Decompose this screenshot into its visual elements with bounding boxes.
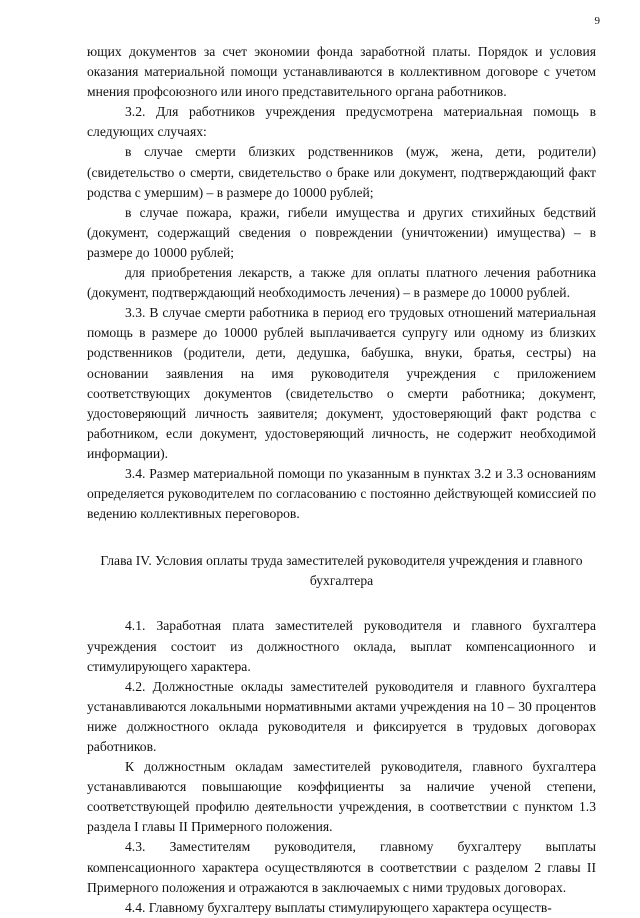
- paragraph-3-3: 3.3. В случае смерти работника в период его трудовых отношений материальная помощь в размере до 10000 рублей выплачивается супругу или одному из близких родственников (родители, дети, дедушка, бабушка, внуки, братья, сестры) на основании заявления на имя руководителя учреждения с приложением соответствующих документов (свидетельство о смерти работника; документ, удостоверяющий личность заявителя; документ, удостоверяющий факт родства с работником, если документ, удостоверяющий личность, не содержит необходимой информации).: [87, 305, 596, 461]
- paragraph-continuation: ющих документов за счет экономии фонда заработной платы. Порядок и условия оказания материальной помощи устанавливаются в коллективном договоре с учетом мнения профсоюзного или иного представительного органа работников.: [87, 44, 596, 100]
- page-number: 9: [594, 15, 600, 27]
- chapter-heading: Глава IV. Условия оплаты труда заместителей руководителя учреждения и главного бухгалтера: [100, 553, 583, 589]
- paragraph-3-2: 3.2. Для работников учреждения предусмотрена материальная помощь в следующих случаях:: [87, 104, 596, 140]
- paragraph-4-2: 4.2. Должностные оклады заместителей руководителя и главного бухгалтера устанавливаются локальными нормативными актами учреждения на 10 – 30 процентов ниже должностного оклада руководителя и фиксируется в трудовых договорах работников.: [87, 678, 596, 754]
- paragraph-4-3: 4.3. Заместителям руководителя, главному бухгалтеру выплаты компенсационного характера осуществляются в соответствии с разделом 2 главы II Примерного положения и отражаются в заключаемых с ними трудовых договорах.: [87, 839, 596, 895]
- paragraph-3-2-relatives: в случае смерти близких родственников (муж, жена, дети, родители) (свидетельство о смерти, свидетельство о браке или документ, подтверждающий факт родства с умершим) – в размере до 10000 рублей;: [87, 144, 596, 200]
- document-body: [87, 42, 596, 918]
- paragraph-4-2-coefficients: К должностным окладам заместителей руководителя, главного бухгалтера устанавливаются повышающие коэффициенты за наличие ученой степени, соответствующей профилю деятельности учреждения, в соответствии с пунктом 1.3 раздела I главы II Примерного положения.: [87, 759, 596, 835]
- paragraph-3-4: 3.4. Размер материальной помощи по указанным в пунктах 3.2 и 3.3 основаниям определяется руководителем по согласованию с постоянно действующей комиссией по ведению коллективных переговоров.: [87, 465, 596, 522]
- paragraph-3-2-disaster: в случае пожара, кражи, гибели имущества и других стихийных бедствий (документ, содержащий сведения о повреждении (уничтожении) имущества) – в размере до 10000 рублей;: [87, 204, 596, 260]
- paragraph-4-4: 4.4. Главному бухгалтеру выплаты стимулирующего характера осуществ-: [125, 899, 552, 915]
- paragraph-4-1: 4.1. Заработная плата заместителей руководителя и главного бухгалтера учреждения состоит из должностного оклада, выплат компенсационного и стимулирующего характера.: [87, 618, 596, 674]
- paragraph-3-2-treatment: для приобретения лекарств, а также для оплаты платного лечения работника (документ, подтверждающий необходимость лечения) – в размере до 10000 рублей.: [87, 265, 596, 301]
